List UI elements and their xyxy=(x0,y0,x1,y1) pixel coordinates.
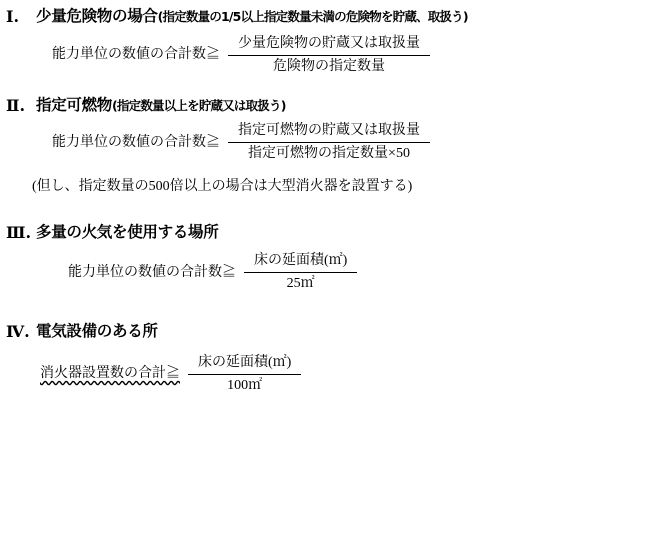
section-4-formula xyxy=(6,355,662,395)
section-1-numerator: 少量危険物の貯蔵又は取扱量 xyxy=(238,35,420,51)
section-3-formula-lhs: 能力単位の数値の合計数≧ xyxy=(68,264,236,280)
section-3-formula xyxy=(6,253,662,293)
section-4-fraction xyxy=(188,355,301,395)
section-2-heading xyxy=(6,97,662,115)
section-3-fraction xyxy=(244,253,357,293)
section-1-heading-main: 少量危険物の場合 xyxy=(36,7,158,25)
section-3-heading xyxy=(6,224,662,242)
section-4-numeral: Ⅳ. xyxy=(6,322,30,342)
section-1-numeral: I. xyxy=(6,7,20,26)
section-3 xyxy=(6,224,662,293)
section-4-numerator: 床の延面積(㎡) xyxy=(198,354,292,370)
section-1-formula-lhs: 能力単位の数値の合計数≧ xyxy=(52,47,220,63)
section-4-formula-lhs: 消火器設置数の合計≧ xyxy=(40,366,180,382)
section-1-fraction xyxy=(228,36,430,76)
section-2-note: (但し、指定数量の500倍以上の場合は大型消火器を設置する) xyxy=(32,178,413,194)
section-2-numeral: Ⅱ. xyxy=(6,96,26,116)
section-2-heading-text xyxy=(36,97,286,115)
section-1-heading xyxy=(6,8,662,26)
section-1 xyxy=(6,8,662,75)
section-2-fraction xyxy=(228,123,430,163)
section-3-denominator: 25㎡ xyxy=(286,276,315,292)
section-2-heading-small: (指定数量以上を貯蔵又は取扱う) xyxy=(112,98,286,114)
section-3-heading-text: 多量の火気を使用する場所 xyxy=(36,222,219,241)
section-2-numerator: 指定可燃物の貯蔵又は取扱量 xyxy=(238,123,420,139)
section-2-heading-main: 指定可燃物 xyxy=(36,96,113,115)
section-1-heading-small: (指定数量の1/5以上指定数量未満の危険物を貯蔵、取扱う) xyxy=(157,9,468,24)
section-1-heading-text xyxy=(36,8,468,26)
section-2 xyxy=(6,97,662,195)
section-1-denominator: 危険物の指定数量 xyxy=(273,58,385,74)
section-2-formula xyxy=(6,123,662,163)
section-1-formula xyxy=(6,36,662,76)
section-4-heading xyxy=(6,323,662,341)
section-2-formula-lhs: 能力単位の数値の合計数≧ xyxy=(52,134,220,150)
section-3-numeral: Ⅲ. xyxy=(6,222,32,242)
section-4 xyxy=(6,323,662,394)
section-4-denominator: 100㎡ xyxy=(227,377,263,393)
section-4-heading-text: 電気設備のある所 xyxy=(36,322,158,341)
section-3-numerator: 床の延面積(㎡) xyxy=(254,253,348,269)
section-2-denominator: 指定可燃物の指定数量×50 xyxy=(248,146,410,162)
